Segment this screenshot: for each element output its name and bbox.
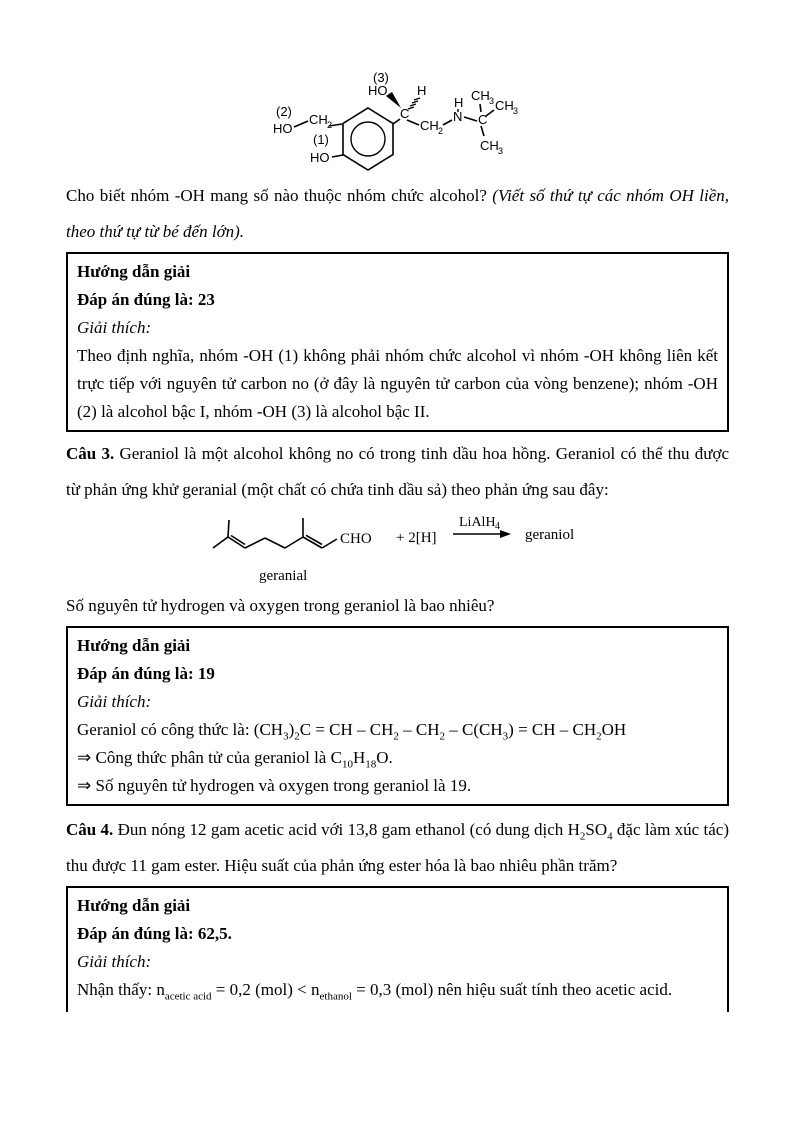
- oh1-ho-text: HO: [310, 150, 330, 165]
- ch2-n-bond: [443, 120, 452, 125]
- oh1-number-label: (1): [313, 132, 329, 147]
- benzene-ring: [343, 108, 393, 170]
- oh3-ho-text: HO: [368, 83, 388, 98]
- salbutamol-structure-figure: [268, 64, 538, 176]
- geraniol-formula-line: Geraniol có công thức là: $(CH_3)_2C$ = CH – $CH_2 - CH_2 - C(CH_3)$ = CH – $CH_2OH$: [77, 720, 627, 743]
- question-3-text: Câu 3. Geraniol là một alcohol không no có trong tinh dầu hoa hồng. Geraniol có thể thu được từ phản ứng khử geranial (một chất có chứa tinh dầu sả) theo phản ứng sau đây:: [66, 444, 729, 499]
- solution-header: Hướng dẫn giải: [77, 896, 191, 915]
- ch3-bottom-text: CH: [480, 138, 499, 153]
- explain-label: Giải thích:: [77, 318, 152, 337]
- ch2-2-subscript: 2: [327, 120, 333, 130]
- ch3-top-text: CH: [471, 88, 490, 103]
- ch3-right-subscript: 3: [513, 106, 519, 116]
- n-c-bond: [464, 117, 477, 121]
- c-ch3-top-bond: [480, 104, 481, 112]
- ch3-top-subscript: 3: [489, 96, 495, 106]
- chain-ch2-subscript: 2: [438, 126, 444, 136]
- amine-chain: [407, 88, 518, 156]
- question-2-prompt: Cho biết nhóm -OH mang số nào thuộc nhóm chức alcohol? (Viết số thứ tự các nhóm OH liền, theo thứ tự từ bé đến lớn).: [66, 186, 729, 241]
- question-4-text: Câu 4. Đun nóng 12 gam acetic acid với 13,8 gam ethanol (có dung dịch $H_2SO_4$ đặc làm xúc tác) thu được 11 gam ester. Hiệu suất của phản ứng ester hóa là bao nhiêu phần trăm?: [66, 820, 729, 875]
- explain-body: Theo định nghĩa, nhóm -OH (1) không phải nhóm chức alcohol vì nhóm -OH không liên kết trực tiếp với nguyên tử carbon no (ở đây là nguyên tử carbon của vòng benzene); nhóm -OH (2) là alcohol bậc I, nhóm -OH (3) là alcohol bậc II.: [77, 346, 718, 421]
- ho1-ring-bond: [332, 155, 343, 157]
- geranial-skeleton: [213, 518, 337, 548]
- oh3-number-label: (3): [373, 70, 389, 85]
- stereo-h-text: H: [417, 83, 427, 98]
- n-text: N: [453, 109, 463, 124]
- geraniol-product-text: geraniol: [525, 527, 575, 543]
- ch3-right-text: CH: [495, 98, 514, 113]
- question-3-ask: Số nguyên tử hydrogen và oxygen trong geraniol là bao nhiêu?: [66, 596, 495, 615]
- nh-h-text: H: [454, 95, 464, 110]
- ho2-ch2-bond: [294, 121, 308, 127]
- plus-2h-text: + 2[H]: [396, 530, 437, 546]
- c-ch2-bond: [407, 120, 419, 125]
- ch2-2-text: CH: [309, 112, 328, 127]
- ch3-bottom-subscript: 3: [498, 146, 504, 156]
- oh2-ho-text: HO: [273, 121, 293, 136]
- explain-label: Giải thích:: [77, 952, 152, 971]
- atom-count-line: ⇒ Số nguyên tử hydrogen và oxygen trong geraniol là 19.: [77, 776, 472, 795]
- answer-line: Đáp án đúng là: 19: [77, 664, 215, 683]
- chain-ch2-text: CH: [420, 118, 439, 133]
- oh-group-1: [310, 132, 343, 165]
- ring-c-bond: [393, 119, 400, 124]
- solution-header: Hướng dẫn giải: [77, 636, 191, 655]
- cho-text: CHO: [340, 531, 372, 547]
- geranial-label: geranial: [259, 568, 308, 584]
- explain-label: Giải thích:: [77, 692, 152, 711]
- hash-bond: [408, 98, 420, 109]
- solution-box-q4: [66, 886, 729, 1012]
- solution-box-q3: [66, 626, 729, 806]
- quaternary-c-text: C: [478, 112, 488, 127]
- oh2-number-label: (2): [276, 104, 292, 119]
- oh-group-3: [368, 70, 401, 108]
- molecular-formula-line: ⇒ Công thức phân tử của geraniol là $C_{10}H_{18}O$.: [77, 748, 393, 771]
- answer-line: Đáp án đúng là: 23: [77, 290, 215, 309]
- lialh4-subscript: 4: [495, 521, 500, 532]
- answer-line: Đáp án đúng là: 62,5.: [77, 924, 232, 943]
- c-ch3-bottom-bond: [481, 126, 484, 136]
- oh-group-2: [273, 104, 342, 136]
- chiral-c-text: C: [400, 106, 410, 121]
- geranial-reaction-figure: [183, 510, 603, 588]
- lialh4-catalyst-text: LiAlH: [459, 515, 496, 530]
- wedge-bond: [386, 92, 401, 108]
- solution-box-q2: [66, 252, 729, 432]
- reaction-arrow: [453, 530, 511, 538]
- solution-header: Hướng dẫn giải: [77, 262, 191, 281]
- explain-body: Nhận thấy: $n_{acetic acid} = 0,2$ $(mol) < n_{ethanol} = 0,3$ (mol) nên hiệu suất tính theo acetic acid.: [77, 980, 673, 1003]
